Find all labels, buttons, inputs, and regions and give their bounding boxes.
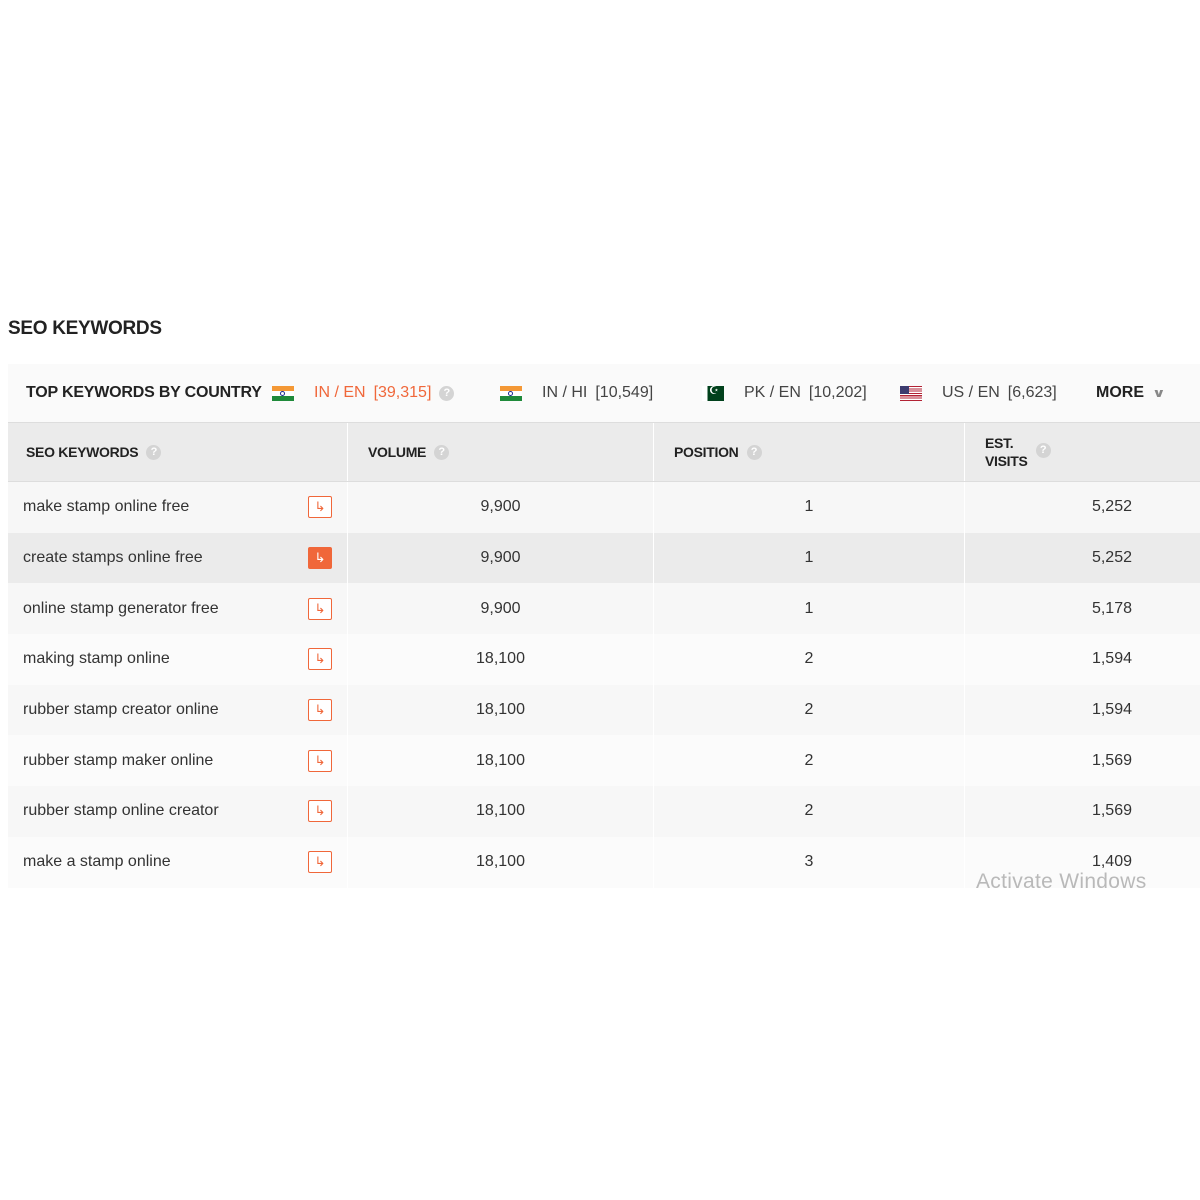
visits-value: 5,252 <box>1091 549 1132 567</box>
header-label: SEO KEYWORDS <box>26 444 139 460</box>
position-value: 2 <box>804 751 814 769</box>
open-link-icon[interactable]: ↳ <box>308 547 332 569</box>
help-icon[interactable]: ? <box>439 386 454 401</box>
more-label: MORE <box>1096 384 1144 401</box>
header-label <box>985 434 1028 470</box>
position-cell <box>653 583 964 634</box>
tab-in-en[interactable] <box>272 384 454 402</box>
position-cell <box>653 634 964 685</box>
tab-count: [39,315] <box>373 384 432 401</box>
volume-cell <box>347 837 653 888</box>
position-value: 1 <box>804 599 814 617</box>
keyword-cell <box>8 634 347 685</box>
open-link-icon[interactable]: ↳ <box>308 648 332 670</box>
header-label: POSITION <box>674 444 739 460</box>
visits-value: 5,178 <box>1091 599 1132 617</box>
more-countries-button[interactable] <box>1096 384 1164 402</box>
table-row[interactable] <box>8 583 1200 634</box>
chevron-down-icon: ∨ <box>1152 386 1166 400</box>
column-header-est-visits[interactable] <box>964 423 1200 481</box>
position-cell <box>653 786 964 837</box>
position-value: 2 <box>804 701 814 719</box>
position-value: 1 <box>804 549 814 567</box>
visits-cell <box>964 583 1200 634</box>
keyword-cell <box>8 583 347 634</box>
tab-count: [10,549] <box>595 384 654 401</box>
help-icon[interactable]: ? <box>434 445 449 460</box>
header-label: VOLUME <box>368 444 427 460</box>
visits-cell <box>964 786 1200 837</box>
keywords-table <box>8 422 1200 888</box>
keyword-text[interactable]: create stamps online free <box>23 549 203 567</box>
open-link-icon[interactable]: ↳ <box>308 496 332 518</box>
india-flag-icon <box>500 386 522 401</box>
volume-cell <box>347 482 653 533</box>
position-value: 2 <box>804 802 814 820</box>
visits-cell <box>964 533 1200 584</box>
table-row[interactable] <box>8 685 1200 736</box>
keyword-cell <box>8 735 347 786</box>
keyword-text[interactable]: rubber stamp online creator <box>23 802 219 820</box>
country-bar-label: TOP KEYWORDS BY COUNTRY <box>26 384 262 401</box>
tab-in-hi[interactable] <box>500 384 653 402</box>
open-link-icon[interactable]: ↳ <box>308 851 332 873</box>
table-body <box>8 482 1200 888</box>
volume-value: 9,900 <box>480 599 521 617</box>
tab-code: US / EN <box>942 384 1000 401</box>
keyword-text[interactable]: making stamp online <box>23 650 170 668</box>
position-cell <box>653 685 964 736</box>
volume-value: 18,100 <box>476 751 525 769</box>
tab-code: IN / HI <box>542 384 588 401</box>
position-cell <box>653 837 964 888</box>
keyword-text[interactable]: online stamp generator free <box>23 599 219 617</box>
keyword-text[interactable]: make a stamp online <box>23 853 171 871</box>
volume-value: 18,100 <box>476 853 525 871</box>
tab-code: PK / EN <box>744 384 801 401</box>
keyword-text[interactable]: rubber stamp maker online <box>23 751 214 769</box>
position-cell <box>653 735 964 786</box>
keyword-cell <box>8 482 347 533</box>
column-header-position[interactable] <box>653 423 964 481</box>
volume-cell <box>347 735 653 786</box>
open-link-icon[interactable]: ↳ <box>308 750 332 772</box>
volume-value: 18,100 <box>476 701 525 719</box>
activate-windows-watermark: Activate Windows <box>976 870 1147 888</box>
table-row[interactable] <box>8 786 1200 837</box>
position-value: 1 <box>804 498 814 516</box>
india-flag-icon <box>272 386 294 401</box>
tab-code: IN / EN <box>314 384 366 401</box>
keyword-cell <box>8 685 347 736</box>
volume-cell <box>347 533 653 584</box>
volume-cell <box>347 685 653 736</box>
keyword-cell <box>8 786 347 837</box>
visits-value: 1,409 <box>1091 853 1132 871</box>
open-link-icon[interactable]: ↳ <box>308 699 332 721</box>
tab-us-en[interactable] <box>900 384 1057 402</box>
usa-flag-icon <box>900 386 922 401</box>
volume-value: 18,100 <box>476 802 525 820</box>
tab-count: [6,623] <box>1007 384 1057 401</box>
visits-value: 1,594 <box>1091 701 1132 719</box>
visits-value: 1,569 <box>1091 751 1132 769</box>
pakistan-flag-icon <box>702 386 724 401</box>
help-icon[interactable]: ? <box>1036 443 1051 458</box>
volume-value: 18,100 <box>476 650 525 668</box>
table-row[interactable] <box>8 533 1200 584</box>
open-link-icon[interactable]: ↳ <box>308 598 332 620</box>
header-label-line1: EST. <box>985 435 1014 451</box>
table-row[interactable] <box>8 634 1200 685</box>
table-row[interactable] <box>8 482 1200 533</box>
visits-cell <box>964 685 1200 736</box>
keyword-cell <box>8 533 347 584</box>
visits-value: 5,252 <box>1091 498 1132 516</box>
position-value: 2 <box>804 650 814 668</box>
country-bar <box>8 364 1200 422</box>
tab-count: [10,202] <box>808 384 867 401</box>
visits-cell <box>964 634 1200 685</box>
position-cell <box>653 482 964 533</box>
position-value: 3 <box>804 853 814 871</box>
volume-cell <box>347 583 653 634</box>
header-label-line2: VISITS <box>985 453 1028 469</box>
visits-value: 1,569 <box>1091 802 1132 820</box>
visits-cell <box>964 482 1200 533</box>
column-header-volume[interactable] <box>347 423 653 481</box>
volume-cell <box>347 786 653 837</box>
volume-value: 9,900 <box>480 549 521 567</box>
volume-value: 9,900 <box>480 498 521 516</box>
help-icon[interactable]: ? <box>146 445 161 460</box>
volume-cell <box>347 634 653 685</box>
keyword-cell <box>8 837 347 888</box>
column-header-keyword[interactable] <box>8 423 347 481</box>
table-header <box>8 422 1200 482</box>
visits-cell <box>964 735 1200 786</box>
open-link-icon[interactable]: ↳ <box>308 800 332 822</box>
table-row[interactable] <box>8 735 1200 786</box>
help-icon[interactable]: ? <box>747 445 762 460</box>
keyword-text[interactable]: make stamp online free <box>23 498 190 516</box>
tab-pk-en[interactable] <box>702 384 867 402</box>
position-cell <box>653 533 964 584</box>
keyword-text[interactable]: rubber stamp creator online <box>23 701 219 719</box>
visits-value: 1,594 <box>1091 650 1132 668</box>
section-title: SEO KEYWORDS <box>8 318 162 339</box>
